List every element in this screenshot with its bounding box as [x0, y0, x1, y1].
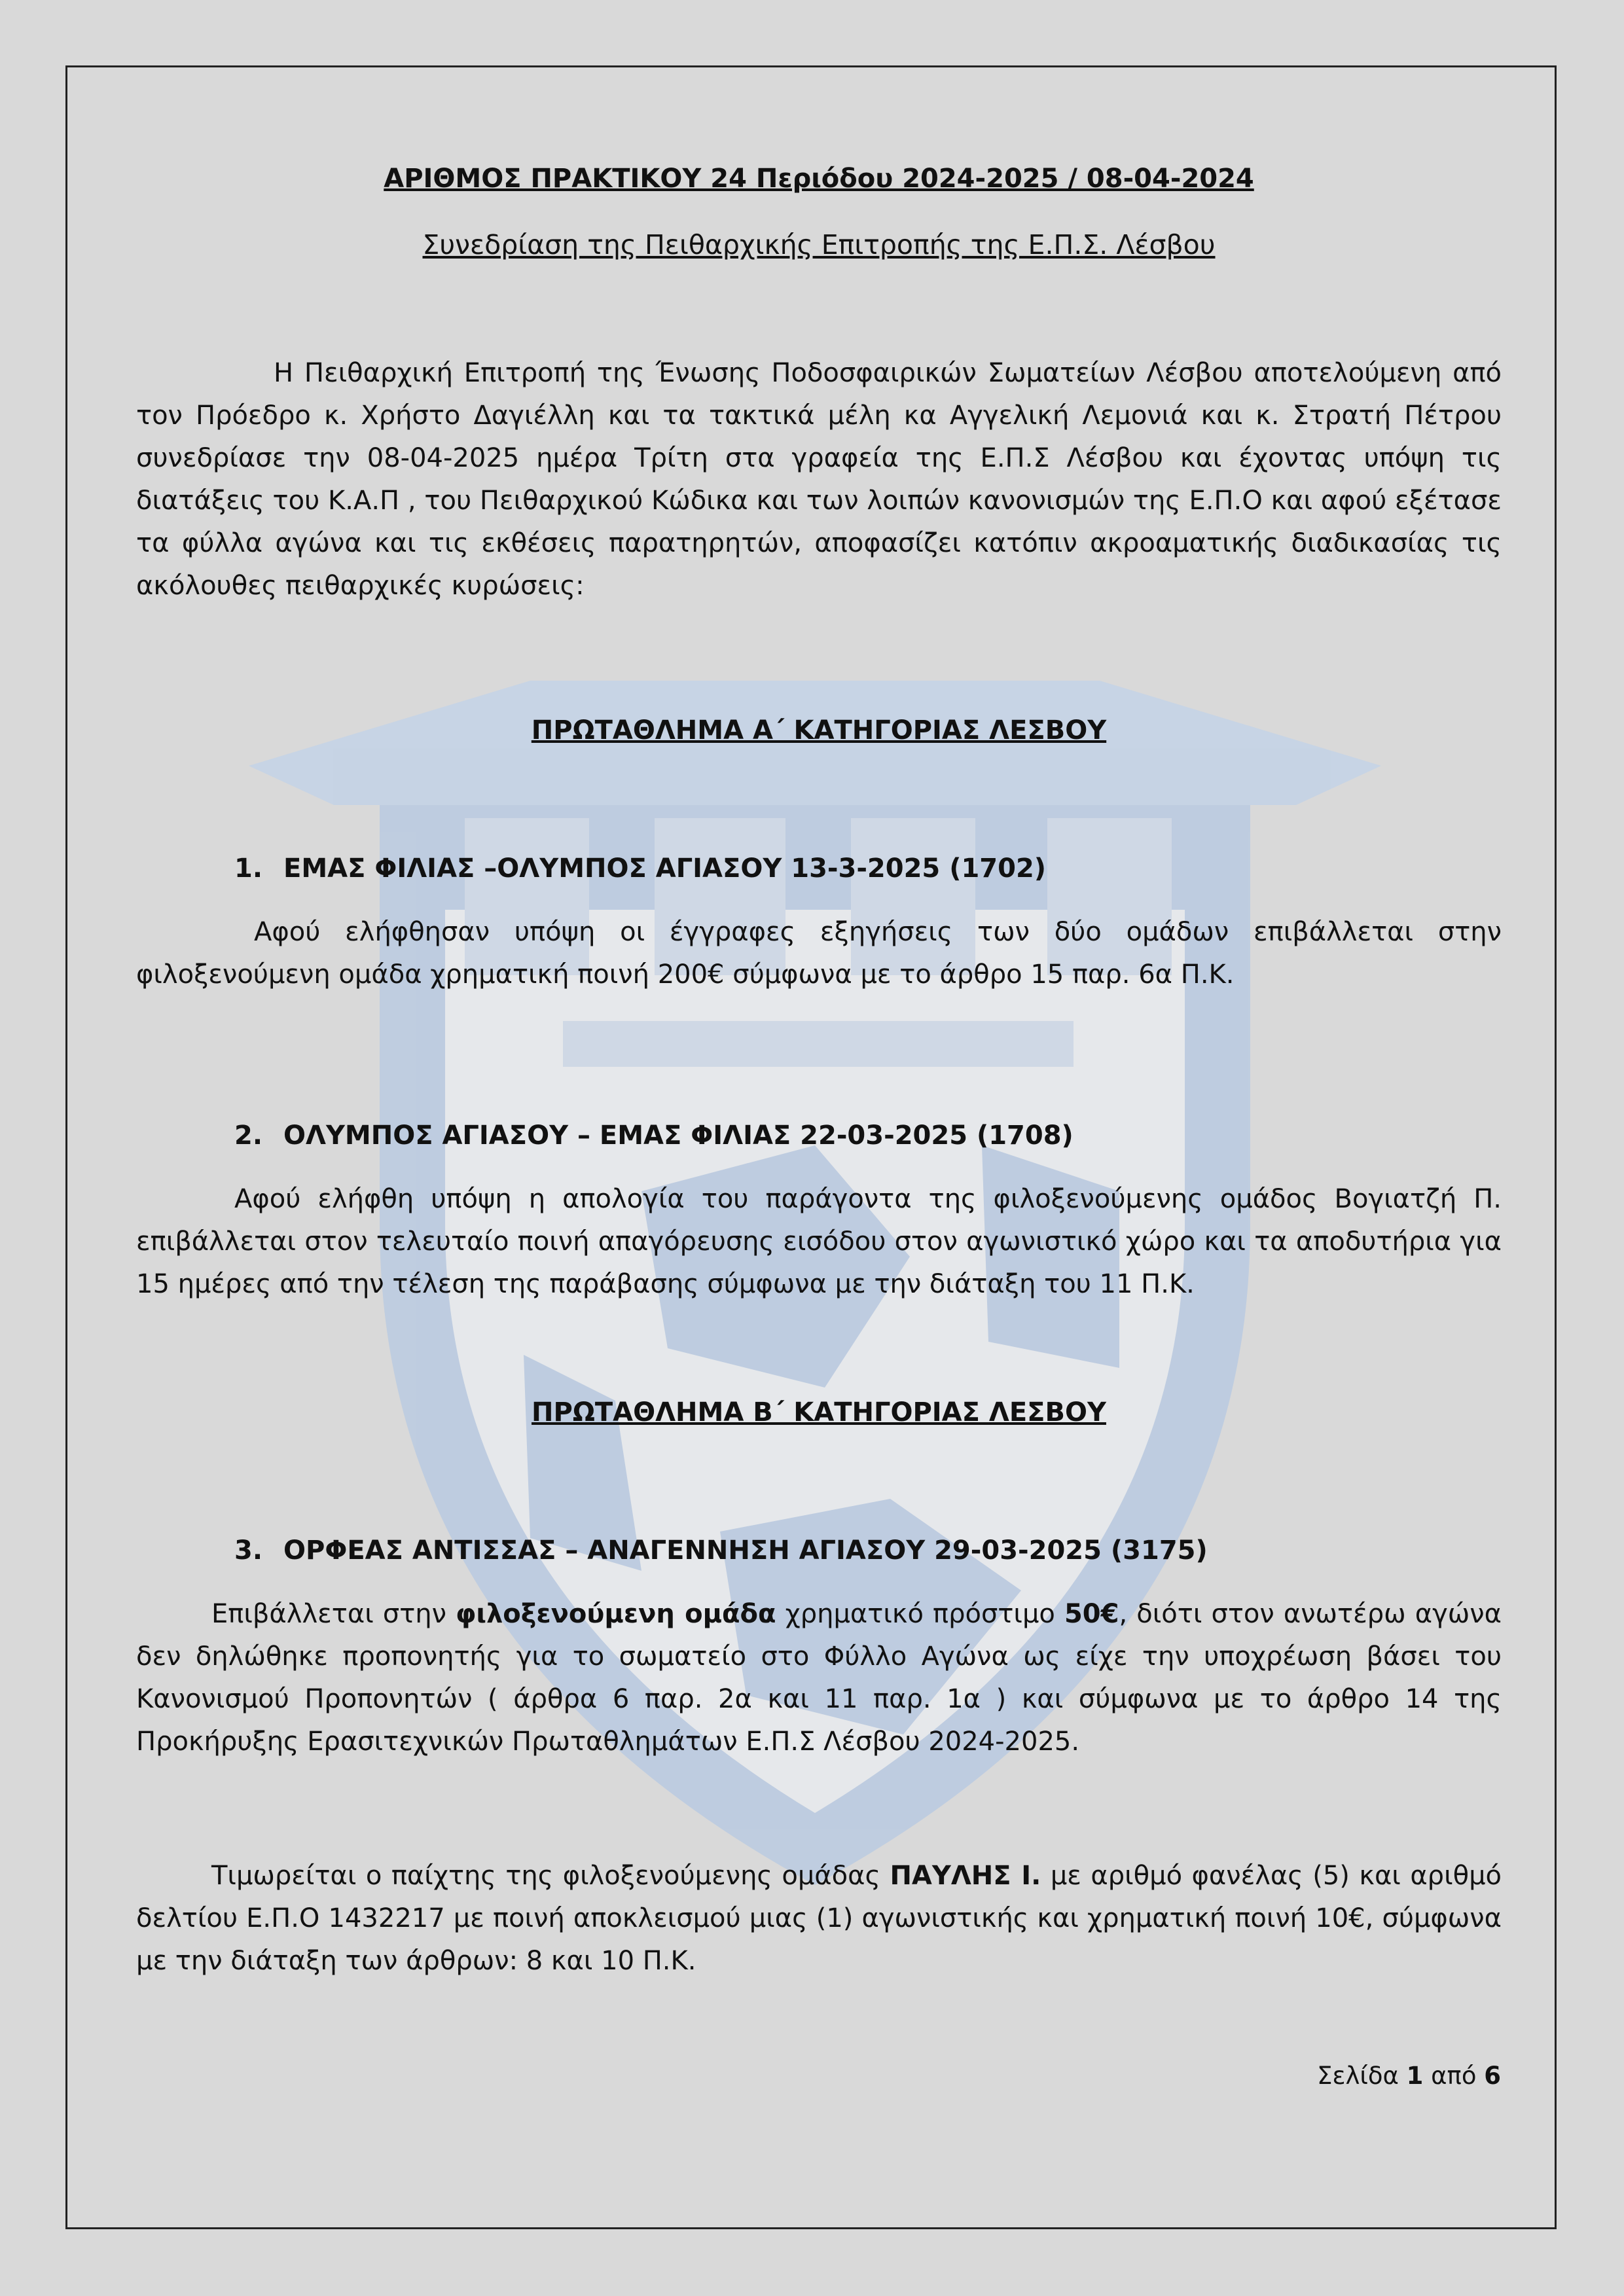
document-content	[136, 164, 1502, 1982]
player-name-emphasis: ΠΑΥΛΗΣ Ι.	[890, 1861, 1041, 1891]
fine-amount-emphasis: 50€	[1064, 1599, 1119, 1629]
intro-paragraph: Η Πειθαρχική Επιτροπή της Ένωσης Ποδοσφαιρικών Σωματείων Λέσβου αποτελούμενη από τον Πρόεδρο κ. Χρήστο Δαγιέλλη και τα τακτικά μέλη κα Αγγελική Λεμονιά και κ. Στρατή Πέτρου συνεδρίασε την 08-04-2025 ημέρα Τρίτη στα γραφεία της Ε.Π.Σ Λέσβου και έχοντας υπόψη τις διατάξεις του Κ.Α.Π , του Πειθαρχικού Κώδικα και των λοιπών κανονισμών της Ε.Π.Ο και αφού εξέτασε τα φύλλα αγώνα και τις εκθέσεις παρατηρητών, αποφασίζει κατόπιν ακροαματικής διαδικασίας τις ακόλουθες πειθαρχικές κυρώσεις:	[136, 358, 1502, 601]
item-2-heading	[234, 1121, 1502, 1151]
hosted-team-emphasis: φιλοξενούμενη ομάδα	[456, 1599, 776, 1629]
document-title: ΑΡΙΘΜΟΣ ΠΡΑΚΤΙΚΟΥ 24 Περιόδου 2024-2025 / 08-04-2024	[384, 164, 1254, 194]
item-2-text: Αφού ελήφθη υπόψη η απολογία του παράγοντα της φιλοξενούμενης ομάδος Βογιατζή Π. επιβάλλεται στον τελευταίο ποινή απαγόρευσης εισόδου στον αγωνιστικό χώρο και τα αποδυτήρια για 15 ημέρες από την τέλεση της παράβασης σύμφωνα με την διάταξη του 11 Π.Κ.	[136, 1184, 1502, 1299]
page-number: Σελίδα 1 από 6	[1317, 2062, 1501, 2090]
item-2-number: 2.	[234, 1121, 263, 1151]
item-3-paragraph-2: Τιμωρείται ο παίχτης της φιλοξενούμενης ομάδας ΠΑΥΛΗΣ Ι. με αριθμό φανέλας (5) και αριθμό δελτίου Ε.Π.Ο 1432217 με ποινή αποκλεισμού μιας (1) αγωνιστικής και χρηματική ποινή 10€, σύμφωνα με την διάταξη των άρθρων: 8 και 10 Π.Κ.	[136, 1861, 1502, 1976]
item-3-paragraph-1: Επιβάλλεται στην φιλοξενούμενη ομάδα χρηματικό πρόστιμο 50€, διότι στον ανωτέρω αγώνα δεν δηλώθηκε προπονητής για το σωματείο στο Φύλλο Αγώνα ως είχε την υποχρέωση βάσει του Κανονισμού Προπονητών ( άρθρα 6 παρ. 2α και 11 παρ. 1α ) και σύμφωνα με το άρθρο 14 της Προκήρυξης Ερασιτεχνικών Πρωταθλημάτων Ε.Π.Σ Λέσβου 2024-2025.	[136, 1599, 1502, 1757]
item-1-number: 1.	[234, 853, 263, 884]
item-3-heading	[234, 1535, 1502, 1566]
item-3-number: 3.	[234, 1535, 263, 1566]
item-1-heading	[234, 853, 1502, 884]
item-3-title: ΟΡΦΕΑΣ ΑΝΤΙΣΣΑΣ – ΑΝΑΓΕΝΝΗΣΗ ΑΓΙΑΣΟΥ 29-03-2025 (3175)	[283, 1535, 1208, 1566]
item-1-text: Αφού ελήφθησαν υπόψη οι έγγραφες εξηγήσεις των δύο ομάδων επιβάλλεται στην φιλοξενούμενη ομάδα χρηματική ποινή 200€ σύμφωνα με το άρθρο 15 παρ. 6α Π.Κ.	[136, 917, 1502, 990]
item-1-title: ΕΜΑΣ ΦΙΛΙΑΣ –ΟΛΥΜΠΟΣ ΑΓΙΑΣΟΥ 13-3-2025 (1702)	[283, 853, 1047, 884]
item-2-title: ΟΛΥΜΠΟΣ ΑΓΙΑΣΟΥ – ΕΜΑΣ ΦΙΛΙΑΣ 22-03-2025 (1708)	[283, 1121, 1074, 1151]
document-subtitle: Συνεδρίαση της Πειθαρχικής Επιτροπής της Ε.Π.Σ. Λέσβου	[422, 229, 1216, 260]
section-a-title: ΠΡΩΤΑΘΛΗΜΑ Α΄ ΚΑΤΗΓΟΡΙΑΣ ΛΕΣΒΟΥ	[531, 715, 1107, 745]
section-b-title: ΠΡΩΤΑΘΛΗΜΑ Β΄ ΚΑΤΗΓΟΡΙΑΣ ΛΕΣΒΟΥ	[532, 1397, 1106, 1427]
